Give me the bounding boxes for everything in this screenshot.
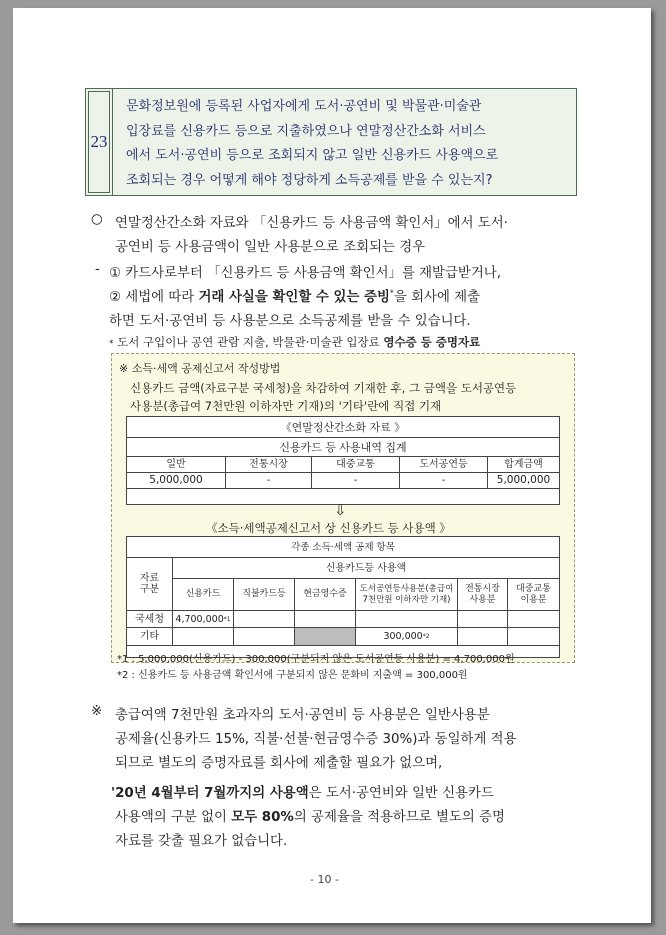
table2-header: 각종 소득·세액 공제 항목 bbox=[291, 541, 395, 553]
table2-note1: *1 : 5,000,000(신용카드) - 300,000(구분되지 않은 도서공연등 사용분) = 4,700,000원 bbox=[117, 654, 515, 665]
note-line4 bbox=[111, 782, 494, 801]
table2-row-other-books-value: 300,000 bbox=[383, 631, 423, 642]
table2-col-market: 전통시장 사용분 bbox=[465, 583, 500, 605]
page-number: - 10 - bbox=[310, 873, 339, 886]
note-line5 bbox=[115, 806, 505, 825]
note-line5-emphasis: 모두 80% bbox=[231, 810, 294, 825]
table2-col-books: 도서공연등사용분(총급여 7천만원 이하자만 기재) bbox=[359, 583, 454, 605]
table2-row-other-books-note: *2 bbox=[422, 633, 430, 640]
note-line6: 자료를 갖출 필요가 없습니다. bbox=[115, 834, 288, 849]
question-box bbox=[85, 88, 577, 196]
table2-shaded-cell bbox=[295, 628, 355, 645]
table1-val-transit: - bbox=[353, 475, 358, 486]
table2-row-nts-credit-note: *1 bbox=[223, 615, 231, 623]
table1-col-transit: 대중교통 bbox=[336, 459, 375, 470]
question-number: 23 bbox=[86, 89, 113, 195]
footnote bbox=[109, 334, 480, 350]
bullet-circle: ○ bbox=[91, 212, 103, 227]
table2-col-debit: 직불카드등 bbox=[242, 589, 286, 599]
answer-case-line1: 연말정산간소화 자료와 「신용카드 등 사용금액 확인서」에서 도서· bbox=[115, 216, 508, 231]
table1-val-books: - bbox=[441, 475, 446, 486]
down-arrow-icon: ⇩ bbox=[334, 501, 347, 519]
note-line1: 총급여액 7천만원 초과자의 도서·공연비 등 사용분은 일반사용분 bbox=[115, 708, 490, 723]
answer-case-line2: 공연비 등 사용금액이 일반 사용분으로 조회되는 경우 bbox=[115, 240, 426, 255]
table2-row-other-books bbox=[356, 628, 457, 645]
answer-step3: 하면 도서·공연비 등 사용분으로 소득공제를 받을 수 있습니다. bbox=[109, 314, 471, 329]
table2-row-nts-label: 국세청 bbox=[135, 613, 164, 625]
question-line: 조회되는 경우 어떻게 해야 정당하게 소득공제를 받을 수 있는지? bbox=[126, 172, 493, 188]
step2-text: ② 세법에 따라 bbox=[109, 290, 199, 305]
dash-bullet: - bbox=[95, 262, 100, 277]
step2-text-end: 을 회사에 제출 bbox=[393, 290, 481, 305]
table1-col-books: 도서공연등 bbox=[419, 459, 468, 470]
deduction-table bbox=[126, 536, 560, 658]
table2-row-nts-credit bbox=[173, 611, 233, 627]
note-line4-text: 은 도서·공연비와 일반 신용카드 bbox=[308, 786, 494, 801]
table1-val-total: 5,000,000 bbox=[496, 474, 551, 486]
document-page bbox=[13, 8, 651, 923]
table2-group-header: 신용카드등 사용액 bbox=[325, 562, 407, 574]
example-title: ※ 소득·세액 공제신고서 작성방법 bbox=[119, 362, 281, 375]
summary-table bbox=[126, 416, 560, 505]
note-line5-text: 사용액의 구분 없이 bbox=[115, 810, 232, 825]
note-line5-text-end: 의 공제율을 적용하므로 별도의 증명 bbox=[293, 810, 505, 825]
step2-emphasis: 거래 사실을 확인할 수 있는 증빙 bbox=[198, 290, 390, 305]
table2-col-credit: 신용카드 bbox=[185, 589, 221, 599]
note-line4-emphasis: '20년 4월부터 7월까지의 사용액 bbox=[111, 786, 309, 801]
example-desc-line2: 사용분(총급여 7천만원 이하자만 기재)의 '기타'란에 직접 기재 bbox=[130, 399, 442, 413]
table1-header: 신용카드 등 사용내역 집계 bbox=[279, 440, 407, 454]
table2-note2: *2 : 신용카드 등 사용금액 확인서에 구분되지 않은 문화비 지출액 = 300,000원 bbox=[117, 670, 468, 681]
answer-step2 bbox=[109, 286, 480, 305]
table1-col-total: 합계금액 bbox=[504, 459, 543, 470]
table1-caption: 《연말정산간소화 자료 》 bbox=[280, 420, 406, 434]
table1-col-market: 전통시장 bbox=[249, 459, 288, 470]
footnote-star: * bbox=[109, 339, 114, 349]
question-line: 문화정보원에 등록된 사업자에게 도서·공연비 및 박물관·미술관 bbox=[126, 99, 482, 114]
table1-val-market: - bbox=[266, 475, 271, 486]
step2-footnote-mark: * bbox=[389, 288, 394, 298]
question-line: 입장료를 신용카드 등으로 지출하였으나 연말정산간소화 서비스 bbox=[126, 123, 486, 139]
example-desc-line1: 신용카드 금액(자료구분 국세청)을 차감하여 기재한 후, 그 금액을 도서공연등 bbox=[130, 381, 517, 395]
footnote-text: 도서 구입이나 공연 관람 지출, 박물관·미술관 입장료 bbox=[117, 335, 384, 349]
note-mark: ※ bbox=[91, 704, 103, 719]
table2-row-nts-credit-value: 4,700,000 bbox=[175, 613, 224, 625]
table2-row-other-label: 기타 bbox=[139, 631, 160, 642]
table1-val-general: 5,000,000 bbox=[149, 474, 203, 486]
note-line2: 공제율(신용카드 15%, 직불·선불·현금영수증 30%)과 동일하게 적용 bbox=[115, 732, 517, 747]
table2-row-label-header: 자료 구분 bbox=[139, 573, 160, 595]
table2-caption: 《소득·세액공제신고서 상 신용카드 등 사용액 》 bbox=[206, 521, 451, 535]
footnote-emphasis: 영수증 등 증명자료 bbox=[383, 335, 481, 349]
question-text bbox=[126, 95, 572, 193]
table2-col-cash: 현금영수증 bbox=[303, 589, 347, 599]
question-line: 에서 도서·공연비 등으로 조회되지 않고 일반 신용카드 사용액으로 bbox=[126, 148, 499, 164]
note-line3: 되므로 별도의 증명자료를 회사에 제출할 필요가 없으며, bbox=[115, 756, 443, 771]
table2-col-transit: 대중교통 이용분 bbox=[516, 583, 551, 605]
table1-col-general: 일반 bbox=[166, 459, 186, 470]
answer-step1: ① 카드사로부터 「신용카드 등 사용금액 확인서」를 재발급받거나, bbox=[109, 266, 501, 281]
